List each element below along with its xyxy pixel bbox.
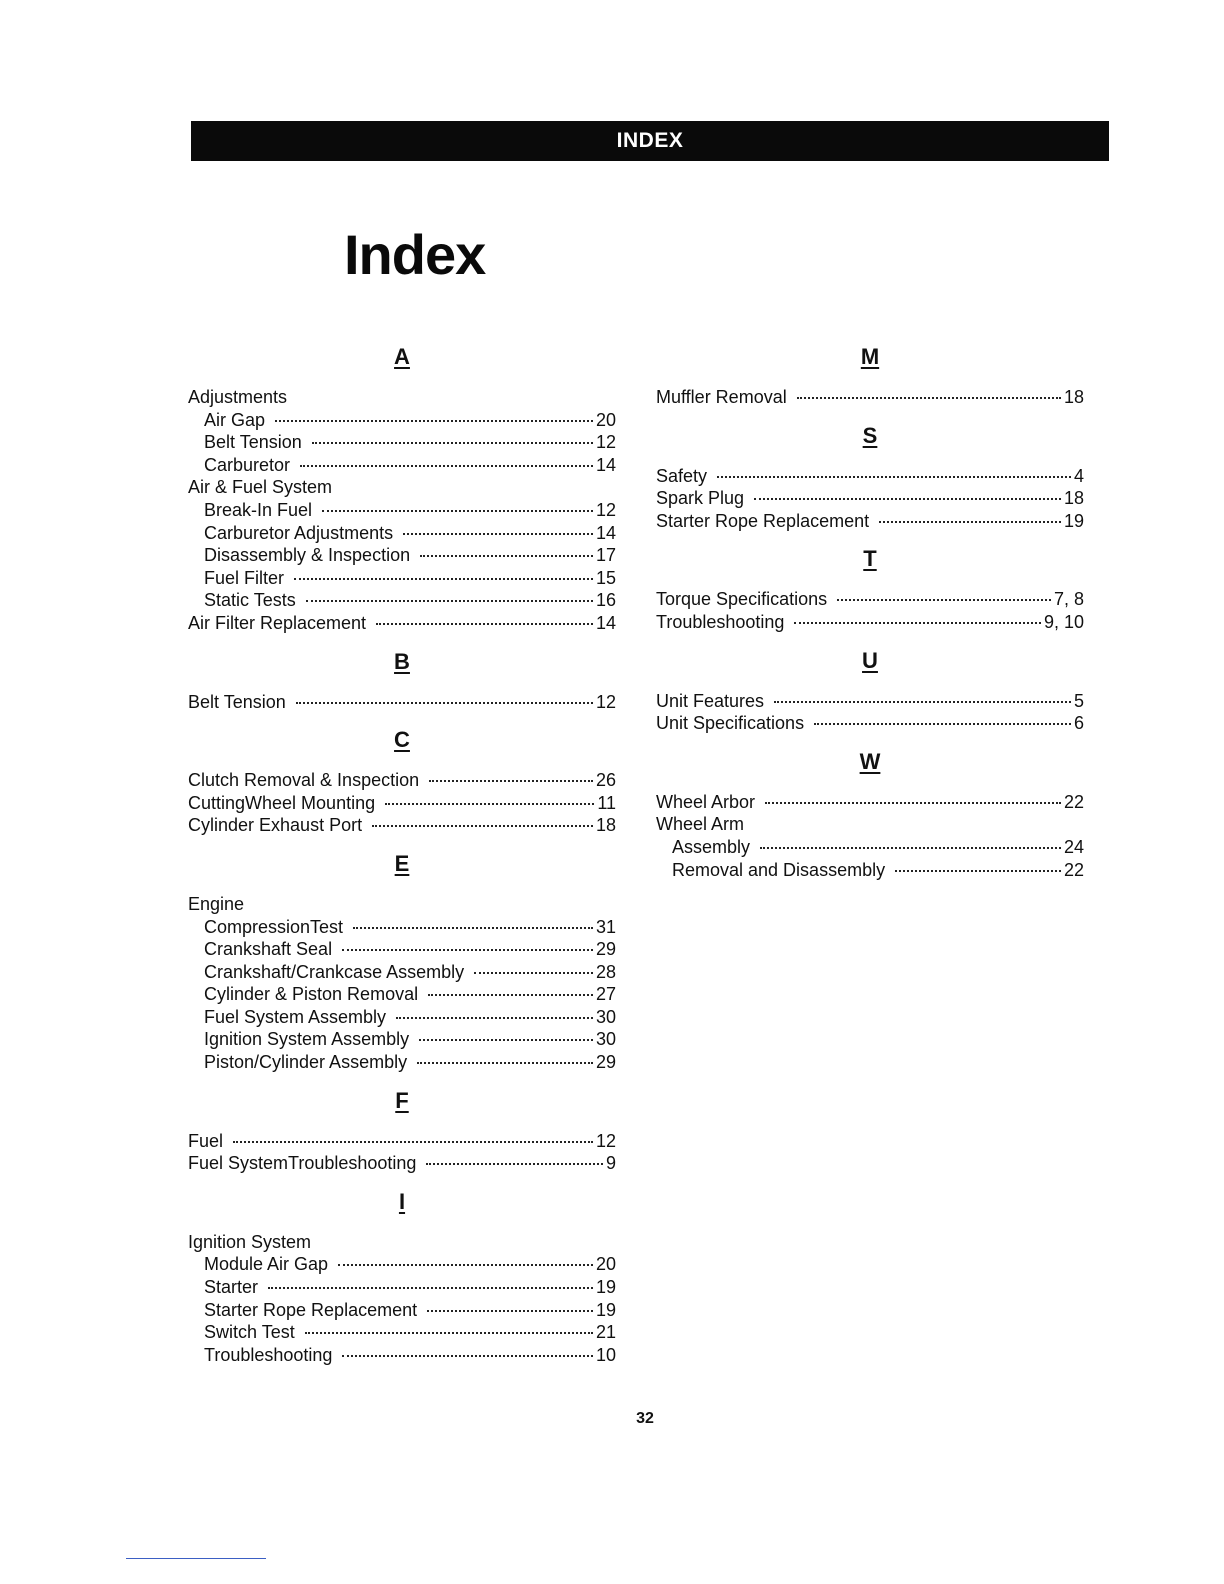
index-subentry	[188, 1028, 616, 1051]
entry-label: Air Filter Replacement	[188, 612, 367, 633]
section-spacer	[188, 1074, 616, 1084]
entry-label: Ignition System Assembly	[204, 1029, 410, 1050]
entry-label: Fuel	[188, 1130, 224, 1151]
entry-page-ref: 14	[595, 522, 616, 543]
index-subentry	[188, 409, 616, 432]
entry-label: Spark Plug	[656, 488, 745, 509]
footer-rule	[126, 1558, 266, 1559]
entry-page-ref: 19	[595, 1299, 616, 1320]
entry-page-ref: 31	[595, 916, 616, 937]
dot-leader	[268, 1287, 593, 1289]
index-section	[188, 340, 616, 645]
entry-label: Piston/Cylinder Assembly	[204, 1052, 408, 1073]
index-entry	[656, 487, 1084, 510]
entry-page-ref: 12	[595, 691, 616, 712]
entry-page-ref: 12	[595, 499, 616, 520]
entry-page-ref: 30	[595, 1029, 616, 1050]
index-entry	[656, 588, 1084, 611]
dot-leader	[353, 927, 593, 929]
section-spacer	[188, 837, 616, 847]
entry-label: Troubleshooting	[204, 1344, 333, 1365]
index-subentry	[188, 454, 616, 477]
section-spacer	[656, 634, 1084, 644]
index-entry	[656, 465, 1084, 488]
section-letter: U	[862, 647, 878, 673]
entry-label: Disassembly & Inspection	[204, 545, 411, 566]
entry-label: Unit Features	[656, 690, 765, 711]
entry-label: CompressionTest	[204, 916, 344, 937]
page-number: 32	[636, 1410, 654, 1427]
entry-page-ref: 29	[595, 1052, 616, 1073]
entry-label: Assembly	[672, 836, 751, 857]
index-subentry	[188, 1006, 616, 1029]
entry-page-ref: 12	[595, 1130, 616, 1151]
dot-leader	[419, 1039, 593, 1041]
entry-label: Crankshaft/Crankcase Assembly	[204, 961, 465, 982]
section-letter: T	[863, 546, 877, 572]
section-letter: A	[394, 344, 410, 369]
index-subentry	[188, 1253, 616, 1276]
entry-label: Wheel Arbor	[656, 791, 756, 812]
entry-page-ref: 22	[1063, 791, 1084, 812]
index-entry	[188, 814, 616, 837]
dot-leader	[305, 1332, 593, 1334]
index-subentry	[188, 567, 616, 590]
dot-leader	[376, 623, 593, 625]
index-section	[656, 542, 1084, 643]
entry-page-ref: 28	[595, 961, 616, 982]
dot-leader	[717, 476, 1071, 478]
index-entry	[656, 791, 1084, 814]
dot-leader	[338, 1264, 593, 1266]
dot-leader	[760, 847, 1061, 849]
entry-page-ref: 29	[595, 939, 616, 960]
entry-label: Muffler Removal	[656, 387, 787, 407]
dot-leader	[420, 555, 593, 557]
entry-label: Starter Rope Replacement	[204, 1299, 418, 1320]
index-subentry	[188, 1344, 616, 1367]
dot-leader	[322, 510, 593, 512]
dot-leader	[372, 825, 593, 827]
section-letter: B	[394, 648, 410, 674]
dot-leader	[895, 870, 1061, 872]
entry-label: Fuel SystemTroubleshooting	[188, 1153, 417, 1174]
index-subentry	[188, 1051, 616, 1074]
index-entry	[188, 612, 616, 635]
entry-label: Carburetor	[204, 454, 291, 475]
entry-page-ref: 19	[1063, 510, 1084, 531]
dot-leader	[474, 972, 593, 974]
entry-page-ref: 6	[1073, 713, 1084, 734]
entry-page-ref: 9, 10	[1043, 611, 1084, 632]
entry-page-ref: 19	[595, 1277, 616, 1298]
entry-page-ref: 9	[605, 1153, 616, 1174]
section-spacer	[188, 1175, 616, 1185]
entry-page-ref: 20	[595, 409, 616, 430]
index-section	[188, 1185, 616, 1377]
section-spacer	[188, 635, 616, 645]
index-subentry	[188, 961, 616, 984]
index-subentry	[188, 589, 616, 612]
section-letter: M	[860, 344, 880, 369]
entry-label: Clutch Removal & Inspection	[188, 770, 420, 791]
dot-leader	[396, 1017, 593, 1019]
index-entry	[656, 712, 1084, 735]
section-letter: I	[398, 1188, 406, 1214]
dot-leader	[306, 600, 593, 602]
entry-label: Switch Test	[204, 1322, 295, 1343]
index-subentry	[188, 1299, 616, 1322]
entry-page-ref: 21	[595, 1322, 616, 1343]
section-letter: W	[859, 748, 881, 774]
index-entry	[188, 1152, 616, 1175]
index-section	[656, 419, 1084, 543]
dot-leader	[296, 702, 593, 704]
section-letter: E	[394, 850, 410, 876]
index-column-left	[188, 340, 616, 1376]
entry-label: Belt Tension	[204, 432, 302, 453]
entry-label: Static Tests	[204, 590, 296, 611]
entry-page-ref: 26	[595, 770, 616, 791]
entry-page-ref: 14	[595, 612, 616, 633]
dot-leader	[342, 949, 593, 951]
entry-label: Safety	[656, 465, 708, 486]
entry-page-ref: 22	[1063, 859, 1084, 880]
entry-label: Air Gap	[204, 409, 266, 430]
entry-label: Belt Tension	[188, 691, 286, 712]
entry-page-ref: 14	[595, 454, 616, 475]
index-section	[188, 723, 616, 847]
index-subentry	[656, 859, 1084, 882]
entry-label: Starter Rope Replacement	[656, 510, 870, 531]
entry-page-ref: 11	[597, 792, 616, 813]
section-letter: C	[394, 727, 410, 753]
entry-page-ref: 18	[595, 815, 616, 836]
entry-page-ref: 30	[595, 1006, 616, 1027]
header-bar	[191, 121, 1109, 161]
dot-leader	[312, 442, 593, 444]
index-group-heading: Wheel Arm	[656, 814, 745, 835]
index-section	[188, 645, 616, 724]
index-subentry	[188, 522, 616, 545]
index-section	[656, 745, 1084, 891]
index-group-heading: Air & Fuel System	[188, 477, 333, 498]
entry-label: Module Air Gap	[204, 1254, 329, 1275]
dot-leader	[426, 1163, 603, 1165]
entry-label: CuttingWheel Mounting	[188, 792, 376, 813]
index-entry	[188, 691, 616, 714]
entry-label: Crankshaft Seal	[204, 939, 333, 960]
index-group-heading: Engine	[188, 893, 245, 914]
dot-leader	[300, 465, 593, 467]
index-subentry	[188, 938, 616, 961]
entry-page-ref: 20	[595, 1254, 616, 1275]
dot-leader	[233, 1141, 593, 1143]
index-section	[656, 644, 1084, 745]
entry-page-ref: 4	[1073, 465, 1084, 486]
section-spacer	[656, 881, 1084, 891]
entry-label: Break-In Fuel	[204, 499, 313, 520]
entry-page-ref: 18	[1063, 488, 1084, 509]
index-section	[656, 340, 1084, 419]
entry-page-ref: 18	[1063, 387, 1084, 407]
index-column-right	[656, 340, 1084, 891]
entry-page-ref: 24	[1063, 836, 1084, 857]
entry-page-ref: 16	[595, 590, 616, 611]
index-entry	[188, 769, 616, 792]
dot-leader	[429, 780, 593, 782]
entry-label: Cylinder Exhaust Port	[188, 815, 363, 836]
entry-page-ref: 15	[595, 567, 616, 588]
page-title: Index	[344, 223, 486, 286]
entry-label: Torque Specifications	[656, 589, 828, 610]
dot-leader	[294, 578, 593, 580]
index-entry	[656, 611, 1084, 634]
dot-leader	[814, 723, 1071, 725]
index-section	[188, 1084, 616, 1185]
dot-leader	[765, 802, 1061, 804]
entry-label: Carburetor Adjustments	[204, 522, 394, 543]
index-subentry	[188, 431, 616, 454]
index-entry	[188, 1130, 616, 1153]
index-subentry	[188, 983, 616, 1006]
entry-page-ref: 12	[595, 432, 616, 453]
entry-label: Unit Specifications	[656, 713, 805, 734]
dot-leader	[275, 420, 593, 422]
section-spacer	[656, 532, 1084, 542]
index-subentry	[188, 916, 616, 939]
index-entry	[656, 510, 1084, 533]
entry-label: Removal and Disassembly	[672, 859, 886, 880]
entry-label: Starter	[204, 1277, 259, 1298]
index-subentry	[188, 544, 616, 567]
section-spacer	[656, 409, 1084, 419]
dot-leader	[385, 803, 594, 805]
entry-page-ref: 10	[595, 1344, 616, 1365]
index-entry	[188, 792, 616, 815]
entry-page-ref: 27	[595, 984, 616, 1005]
section-spacer	[188, 713, 616, 723]
dot-leader	[428, 994, 593, 996]
index-group-heading: Adjustments	[188, 387, 288, 407]
dot-leader	[342, 1355, 593, 1357]
dot-leader	[754, 498, 1061, 500]
dot-leader	[797, 397, 1061, 399]
index-subentry	[656, 836, 1084, 859]
index-subentry	[188, 1321, 616, 1344]
entry-label: Troubleshooting	[656, 611, 785, 632]
entry-page-ref: 5	[1073, 690, 1084, 711]
index-subentry	[188, 1276, 616, 1299]
section-spacer	[188, 1366, 616, 1376]
index-group-heading: Ignition System	[188, 1231, 312, 1252]
section-letter: F	[395, 1087, 409, 1113]
dot-leader	[427, 1310, 593, 1312]
dot-leader	[417, 1062, 593, 1064]
index-subentry	[188, 499, 616, 522]
dot-leader	[403, 533, 593, 535]
section-spacer	[656, 735, 1084, 745]
entry-page-ref: 17	[595, 545, 616, 566]
section-letter: S	[862, 422, 878, 448]
dot-leader	[774, 701, 1071, 703]
entry-page-ref: 7, 8	[1053, 589, 1084, 610]
entry-label: Fuel System Assembly	[204, 1006, 387, 1027]
entry-label: Cylinder & Piston Removal	[204, 984, 419, 1005]
entry-label: Fuel Filter	[204, 567, 285, 588]
dot-leader	[794, 622, 1041, 624]
dot-leader	[837, 599, 1051, 601]
index-entry	[656, 690, 1084, 713]
index-entry	[656, 386, 1084, 409]
dot-leader	[879, 521, 1061, 523]
header-title: INDEX	[616, 129, 684, 152]
index-section	[188, 847, 616, 1084]
